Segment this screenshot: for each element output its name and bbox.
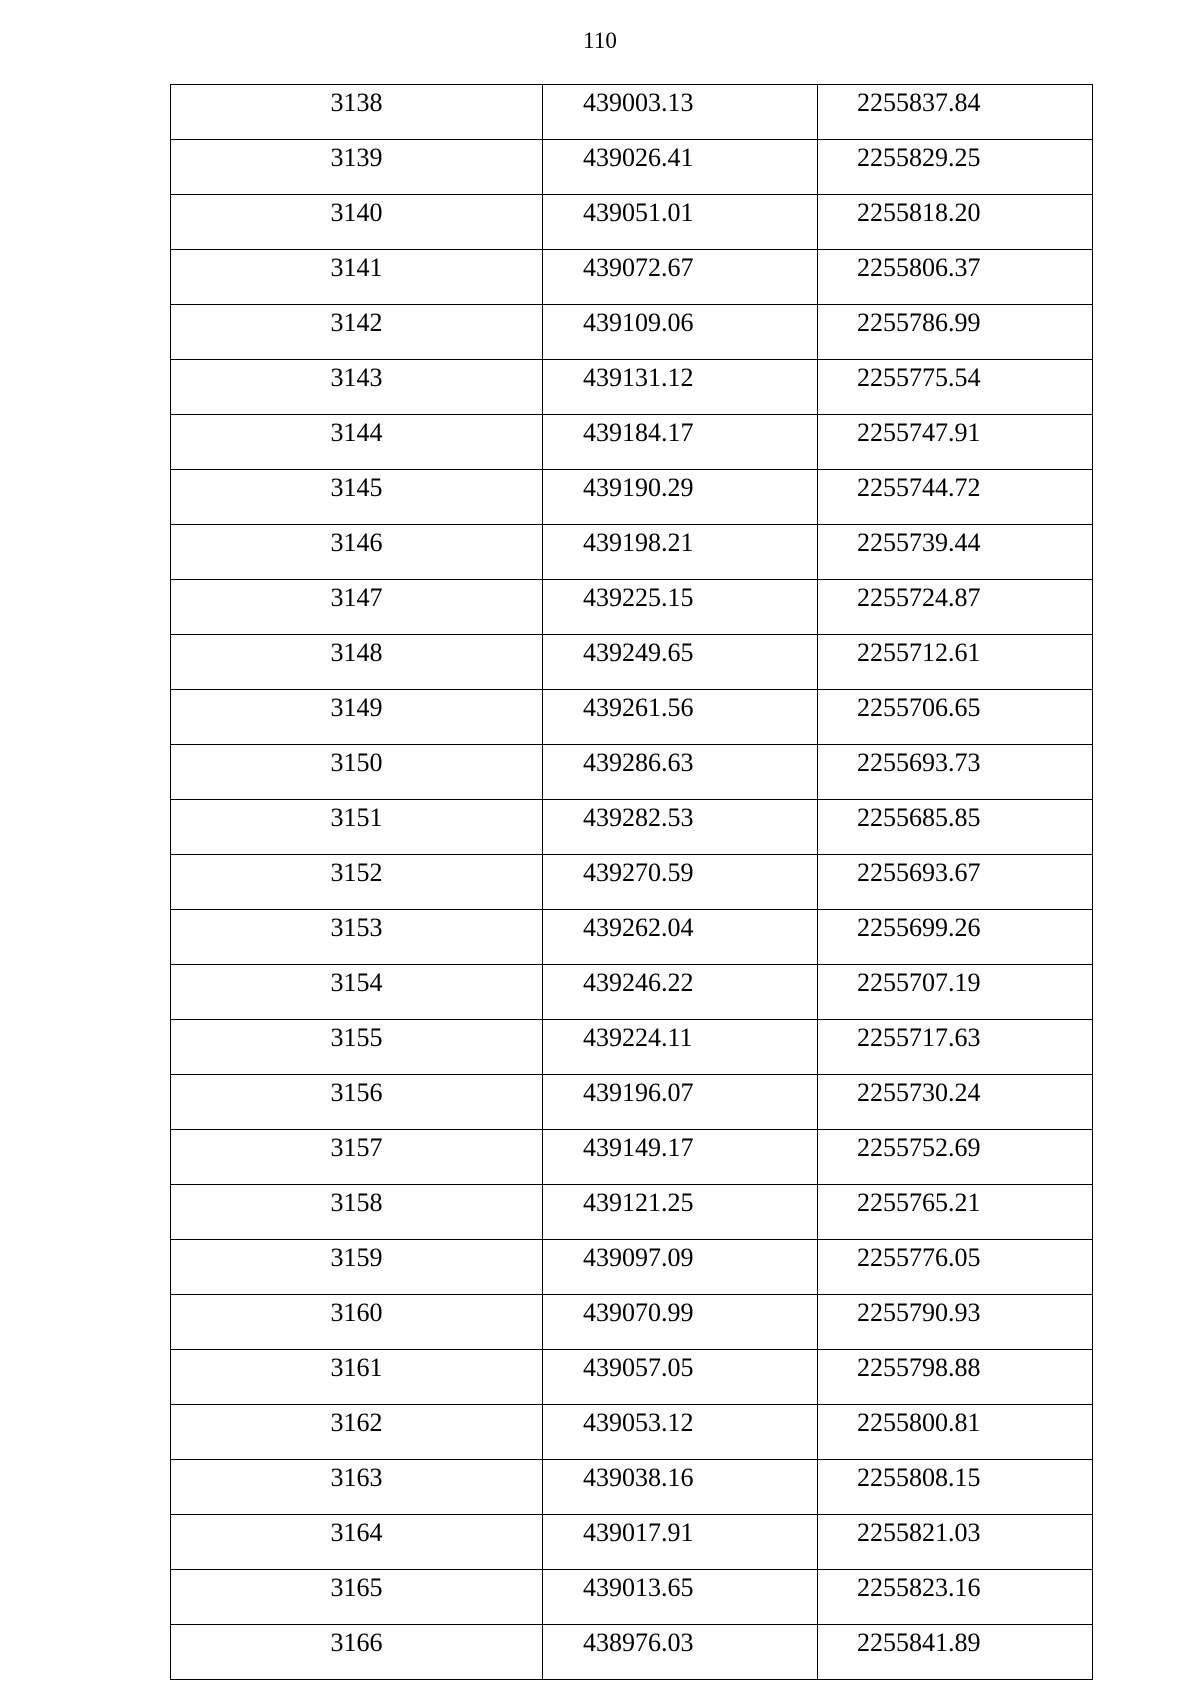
cell-text: 3156 — [330, 1078, 383, 1107]
table-row — [171, 800, 1093, 855]
point-number-cell — [171, 1350, 543, 1405]
point-number-cell — [171, 415, 543, 470]
cell-text: 439224.11 — [583, 1023, 693, 1052]
y-coordinate-cell — [818, 250, 1093, 305]
y-coordinate-cell — [818, 1460, 1093, 1515]
cell-text: 3160 — [330, 1298, 383, 1327]
y-coordinate-cell — [818, 525, 1093, 580]
cell-text: 2255776.05 — [857, 1243, 981, 1272]
cell-text: 3158 — [330, 1188, 383, 1217]
cell-text: 439097.09 — [583, 1243, 694, 1272]
table-row — [171, 745, 1093, 800]
cell-text: 3143 — [330, 363, 383, 392]
x-coordinate-cell — [543, 305, 818, 360]
table-row — [171, 140, 1093, 195]
y-coordinate-cell — [818, 1625, 1093, 1680]
cell-text: 2255841.89 — [857, 1628, 981, 1657]
table-row — [171, 1460, 1093, 1515]
cell-text: 439149.17 — [583, 1133, 694, 1162]
x-coordinate-cell — [543, 1570, 818, 1625]
x-coordinate-cell — [543, 910, 818, 965]
cell-text: 439003.13 — [583, 88, 694, 117]
y-coordinate-cell — [818, 800, 1093, 855]
cell-text: 2255790.93 — [857, 1298, 981, 1327]
y-coordinate-cell — [818, 855, 1093, 910]
cell-text: 439070.99 — [583, 1298, 694, 1327]
table-row — [171, 1515, 1093, 1570]
table-row — [171, 1295, 1093, 1350]
point-number-cell — [171, 855, 543, 910]
cell-text: 3142 — [330, 308, 383, 337]
cell-text: 439051.01 — [583, 198, 694, 227]
table-row — [171, 1570, 1093, 1625]
cell-text: 439109.06 — [583, 308, 694, 337]
cell-text: 3141 — [330, 253, 383, 282]
point-number-cell — [171, 1295, 543, 1350]
table-row — [171, 360, 1093, 415]
point-number-cell — [171, 1405, 543, 1460]
x-coordinate-cell — [543, 635, 818, 690]
point-number-cell — [171, 580, 543, 635]
x-coordinate-cell — [543, 965, 818, 1020]
x-coordinate-cell — [543, 745, 818, 800]
point-number-cell — [171, 1515, 543, 1570]
cell-text: 2255800.81 — [857, 1408, 981, 1437]
cell-text: 3163 — [330, 1463, 383, 1492]
table-row — [171, 1405, 1093, 1460]
x-coordinate-cell — [543, 1460, 818, 1515]
cell-text: 2255829.25 — [857, 143, 981, 172]
y-coordinate-cell — [818, 1350, 1093, 1405]
y-coordinate-cell — [818, 635, 1093, 690]
table-row — [171, 1625, 1093, 1680]
y-coordinate-cell — [818, 1240, 1093, 1295]
cell-text: 2255744.72 — [857, 473, 981, 502]
cell-text: 439249.65 — [583, 638, 694, 667]
table-row — [171, 910, 1093, 965]
cell-text: 3164 — [330, 1518, 383, 1547]
table-row — [171, 470, 1093, 525]
cell-text: 439072.67 — [583, 253, 694, 282]
x-coordinate-cell — [543, 1350, 818, 1405]
cell-text: 439184.17 — [583, 418, 694, 447]
cell-text: 438976.03 — [583, 1628, 694, 1657]
cell-text: 439262.04 — [583, 913, 694, 942]
cell-text: 3151 — [330, 803, 383, 832]
cell-text: 3147 — [330, 583, 383, 612]
cell-text: 2255818.20 — [857, 198, 981, 227]
x-coordinate-cell — [543, 800, 818, 855]
cell-text: 2255821.03 — [857, 1518, 981, 1547]
coordinates-table — [170, 84, 1093, 1680]
x-coordinate-cell — [543, 1020, 818, 1075]
cell-text: 3149 — [330, 693, 383, 722]
table-row — [171, 580, 1093, 635]
cell-text: 439013.65 — [583, 1573, 694, 1602]
cell-text: 439198.21 — [583, 528, 694, 557]
x-coordinate-cell — [543, 85, 818, 140]
table-row — [171, 250, 1093, 305]
table-row — [171, 965, 1093, 1020]
point-number-cell — [171, 470, 543, 525]
x-coordinate-cell — [543, 1515, 818, 1570]
cell-text: 2255752.69 — [857, 1133, 981, 1162]
table-row — [171, 1240, 1093, 1295]
y-coordinate-cell — [818, 1020, 1093, 1075]
y-coordinate-cell — [818, 470, 1093, 525]
x-coordinate-cell — [543, 360, 818, 415]
y-coordinate-cell — [818, 745, 1093, 800]
point-number-cell — [171, 1570, 543, 1625]
cell-text: 3157 — [330, 1133, 383, 1162]
table-row — [171, 85, 1093, 140]
table-row — [171, 1075, 1093, 1130]
x-coordinate-cell — [543, 140, 818, 195]
point-number-cell — [171, 1130, 543, 1185]
cell-text: 3166 — [330, 1628, 383, 1657]
cell-text: 3144 — [330, 418, 383, 447]
point-number-cell — [171, 910, 543, 965]
point-number-cell — [171, 635, 543, 690]
table-row — [171, 1350, 1093, 1405]
x-coordinate-cell — [543, 1075, 818, 1130]
point-number-cell — [171, 305, 543, 360]
page-number: 110 — [583, 28, 617, 53]
table-row — [171, 305, 1093, 360]
table-row — [171, 1020, 1093, 1075]
cell-text: 3148 — [330, 638, 383, 667]
cell-text: 3140 — [330, 198, 383, 227]
cell-text: 439026.41 — [583, 143, 694, 172]
cell-text: 3162 — [330, 1408, 383, 1437]
y-coordinate-cell — [818, 1405, 1093, 1460]
cell-text: 3152 — [330, 858, 383, 887]
y-coordinate-cell — [818, 580, 1093, 635]
cell-text: 3145 — [330, 473, 383, 502]
cell-text: 2255685.85 — [857, 803, 981, 832]
cell-text: 2255798.88 — [857, 1353, 981, 1382]
cell-text: 2255717.63 — [857, 1023, 981, 1052]
table-row — [171, 855, 1093, 910]
y-coordinate-cell — [818, 1075, 1093, 1130]
cell-text: 439038.16 — [583, 1463, 694, 1492]
point-number-cell — [171, 525, 543, 580]
cell-text: 439261.56 — [583, 693, 694, 722]
cell-text: 2255699.26 — [857, 913, 981, 942]
point-number-cell — [171, 800, 543, 855]
cell-text: 2255693.67 — [857, 858, 981, 887]
point-number-cell — [171, 1020, 543, 1075]
table-row — [171, 415, 1093, 470]
table-row — [171, 635, 1093, 690]
cell-text: 2255823.16 — [857, 1573, 981, 1602]
table-row — [171, 690, 1093, 745]
cell-text: 2255707.19 — [857, 968, 981, 997]
cell-text: 3154 — [330, 968, 383, 997]
y-coordinate-cell — [818, 195, 1093, 250]
cell-text: 439282.53 — [583, 803, 694, 832]
y-coordinate-cell — [818, 1185, 1093, 1240]
x-coordinate-cell — [543, 470, 818, 525]
cell-text: 439270.59 — [583, 858, 694, 887]
cell-text: 3153 — [330, 913, 383, 942]
table-row — [171, 1185, 1093, 1240]
y-coordinate-cell — [818, 1130, 1093, 1185]
cell-text: 2255693.73 — [857, 748, 981, 777]
cell-text: 2255837.84 — [857, 88, 981, 117]
cell-text: 439053.12 — [583, 1408, 694, 1437]
cell-text: 2255775.54 — [857, 363, 981, 392]
cell-text: 439246.22 — [583, 968, 694, 997]
cell-text: 3159 — [330, 1243, 383, 1272]
x-coordinate-cell — [543, 525, 818, 580]
point-number-cell — [171, 250, 543, 305]
cell-text: 3138 — [330, 88, 383, 117]
y-coordinate-cell — [818, 140, 1093, 195]
y-coordinate-cell — [818, 305, 1093, 360]
y-coordinate-cell — [818, 690, 1093, 745]
cell-text: 3146 — [330, 528, 383, 557]
y-coordinate-cell — [818, 360, 1093, 415]
point-number-cell — [171, 360, 543, 415]
cell-text: 439131.12 — [583, 363, 694, 392]
coordinates-table-body — [171, 85, 1093, 1680]
cell-text: 2255706.65 — [857, 693, 981, 722]
point-number-cell — [171, 1185, 543, 1240]
point-number-cell — [171, 1625, 543, 1680]
point-number-cell — [171, 1240, 543, 1295]
x-coordinate-cell — [543, 1295, 818, 1350]
y-coordinate-cell — [818, 1295, 1093, 1350]
cell-text: 2255747.91 — [857, 418, 981, 447]
point-number-cell — [171, 85, 543, 140]
cell-text: 2255739.44 — [857, 528, 981, 557]
cell-text: 439190.29 — [583, 473, 694, 502]
cell-text: 2255724.87 — [857, 583, 981, 612]
y-coordinate-cell — [818, 910, 1093, 965]
cell-text: 3139 — [330, 143, 383, 172]
y-coordinate-cell — [818, 1515, 1093, 1570]
y-coordinate-cell — [818, 1570, 1093, 1625]
cell-text: 3161 — [330, 1353, 383, 1382]
point-number-cell — [171, 140, 543, 195]
x-coordinate-cell — [543, 1130, 818, 1185]
x-coordinate-cell — [543, 690, 818, 745]
cell-text: 439225.15 — [583, 583, 694, 612]
x-coordinate-cell — [543, 250, 818, 305]
cell-text: 2255806.37 — [857, 253, 981, 282]
cell-text: 2255730.24 — [857, 1078, 981, 1107]
x-coordinate-cell — [543, 1240, 818, 1295]
cell-text: 439196.07 — [583, 1078, 694, 1107]
cell-text: 2255765.21 — [857, 1188, 981, 1217]
point-number-cell — [171, 1460, 543, 1515]
cell-text: 439121.25 — [583, 1188, 694, 1217]
table-row — [171, 1130, 1093, 1185]
cell-text: 439286.63 — [583, 748, 694, 777]
x-coordinate-cell — [543, 195, 818, 250]
x-coordinate-cell — [543, 1185, 818, 1240]
x-coordinate-cell — [543, 855, 818, 910]
y-coordinate-cell — [818, 85, 1093, 140]
cell-text: 439057.05 — [583, 1353, 694, 1382]
cell-text: 2255786.99 — [857, 308, 981, 337]
table-row — [171, 195, 1093, 250]
point-number-cell — [171, 195, 543, 250]
point-number-cell — [171, 745, 543, 800]
x-coordinate-cell — [543, 415, 818, 470]
y-coordinate-cell — [818, 415, 1093, 470]
table-row — [171, 525, 1093, 580]
cell-text: 3155 — [330, 1023, 383, 1052]
y-coordinate-cell — [818, 965, 1093, 1020]
cell-text: 3165 — [330, 1573, 383, 1602]
x-coordinate-cell — [543, 1625, 818, 1680]
x-coordinate-cell — [543, 580, 818, 635]
x-coordinate-cell — [543, 1405, 818, 1460]
cell-text: 2255712.61 — [857, 638, 981, 667]
cell-text: 3150 — [330, 748, 383, 777]
point-number-cell — [171, 965, 543, 1020]
point-number-cell — [171, 690, 543, 745]
point-number-cell — [171, 1075, 543, 1130]
cell-text: 439017.91 — [583, 1518, 694, 1547]
cell-text: 2255808.15 — [857, 1463, 981, 1492]
